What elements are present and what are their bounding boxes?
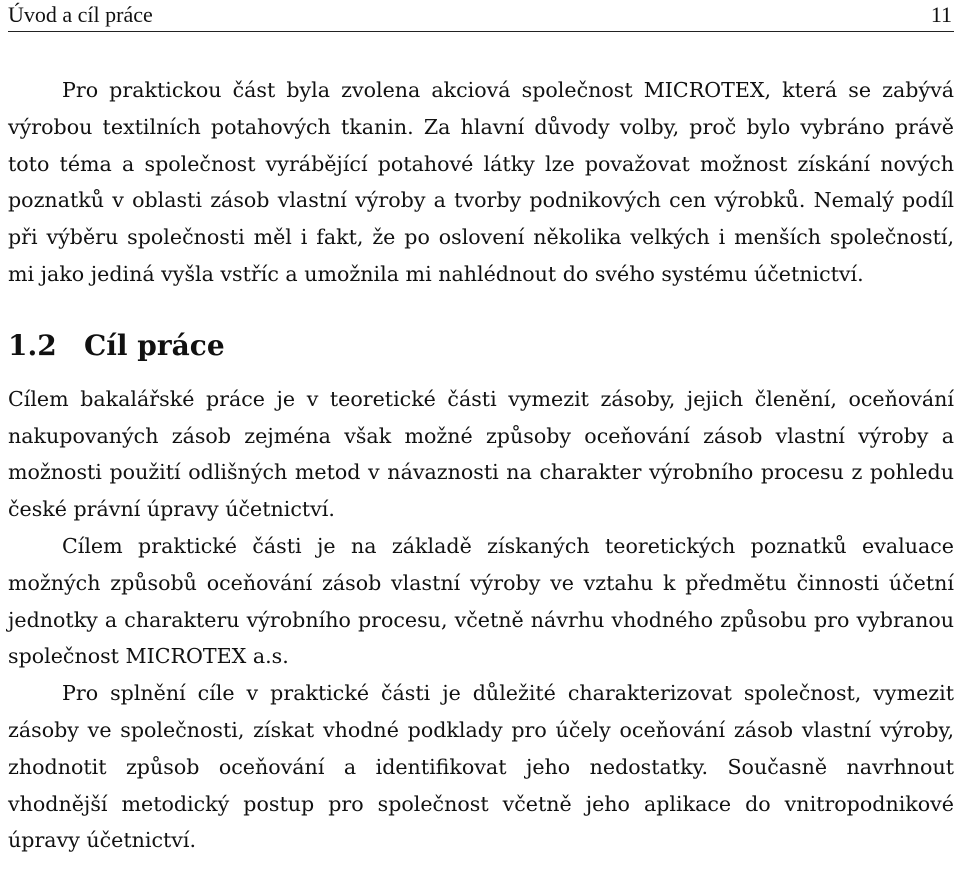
section-heading <box>8 326 954 366</box>
running-header <box>8 0 954 32</box>
section-title: Cíl práce <box>84 328 225 362</box>
header-page-number: 11 <box>930 2 952 27</box>
section-paragraph-2: Cílem praktické části je na základě získaných teoretických poznatků evaluace možných způsobů oceňování zásob vlastní výroby ve vztahu k předmětu činnosti účetní jednotky a charakteru výrobního procesu, včetně návrhu vhodného způsobu pro vybranou společnost MICROTEX a.s. <box>8 533 954 669</box>
section-number: 1.2 <box>8 328 57 362</box>
section-paragraph-3: Pro splnění cíle v praktické části je důležité charakterizovat společnost, vymezit zásoby ve společnosti, získat vhodné podklady pro účely oceňování zásob vlastní výroby, zhodnotit způsob oceňování a identifikovat jeho nedostatky. Současně navrhnout vhodnější metodický postup pro společnost včetně jeho aplikace do vnitropodnikové úpravy účetnictví. <box>8 681 954 853</box>
section-paragraph-1: Cílem bakalářské práce je v teoretické části vymezit zásoby, jejich členění, oceňování nakupovaných zásob zejména však možné způsoby oceňování zásob vlastní výroby a možnosti použití odlišných metod v návaznosti na charakter výrobního procesu z pohledu české právní úpravy účetnictví. <box>8 386 954 522</box>
document-page <box>8 0 954 896</box>
body-text <box>8 72 954 859</box>
header-chapter-title: Úvod a cíl práce <box>8 2 153 27</box>
intro-paragraph: Pro praktickou část byla zvolena akciová společnost MICROTEX, která se zabývá výrobou textilních potahových tkanin. Za hlavní důvody volby, proč bylo vybráno právě toto téma a společnost vyrábějící potahové látky lze považovat možnost získání nových poznatků v oblasti zásob vlastní výroby a tvorby podnikových cen výrobků. Nemalý podíl při výběru společnosti měl i fakt, že po oslovení několika velkých i menších společností, mi jako jediná vyšla vstříc a umožnila mi nahlédnout do svého systému účetnictví. <box>8 78 954 286</box>
